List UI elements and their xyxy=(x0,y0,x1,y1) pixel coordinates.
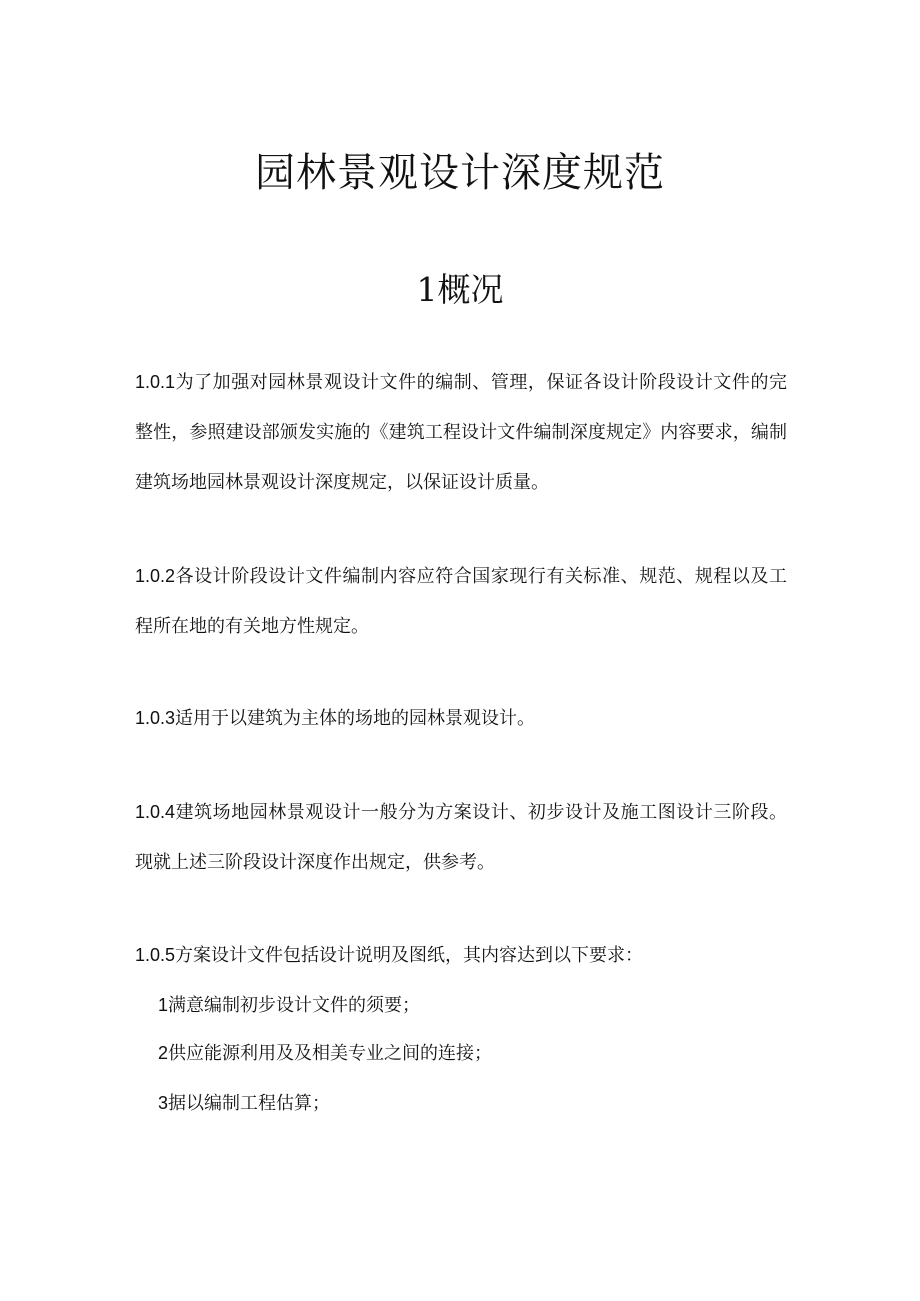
paragraph-text: 适用于以建筑为主体的场地的园林景观设计。 xyxy=(175,708,536,729)
paragraph-number: 1.0.3 xyxy=(135,708,176,728)
paragraph-text: 建筑场地园林景观设计一般分为方案设计、初步设计及施工图设计三阶段。现就上述三阶段设计深度作出规定，供参考。 xyxy=(135,802,787,873)
paragraph-number: 1.0.1 xyxy=(135,372,176,392)
paragraph-text: 方案设计文件包括设计说明及图纸，其内容达到以下要求： xyxy=(175,945,644,966)
list-item-3 xyxy=(158,1088,778,1119)
paragraph-1-0-5 xyxy=(135,930,787,981)
paragraph-number: 1.0.2 xyxy=(135,566,176,586)
list-item-text: 满意编制初步设计文件的须要； xyxy=(168,995,421,1016)
list-item-number: 3 xyxy=(158,1093,169,1113)
section-heading: 1概况 xyxy=(416,270,504,309)
paragraph-text: 各设计阶段设计文件编制内容应符合国家现行有关标准、规范、规程以及工程所在地的有关地方性规定。 xyxy=(135,566,787,637)
list-item-number: 1 xyxy=(158,995,169,1015)
list-item-text: 据以编制工程估算； xyxy=(168,1093,331,1114)
paragraph-1-0-3 xyxy=(135,693,787,744)
paragraph-number: 1.0.4 xyxy=(135,802,176,822)
list-item-2 xyxy=(158,1038,778,1069)
document-title: 园林景观设计深度规范 xyxy=(255,150,665,196)
paragraph-number: 1.0.5 xyxy=(135,945,176,965)
list-item-number: 2 xyxy=(158,1043,169,1063)
paragraph-text: 为了加强对园林景观设计文件的编制、管理，保证各设计阶段设计文件的完整性，参照建设部颁发实施的《建筑工程设计文件编制深度规定》内容要求，编制建筑场地园林景观设计深度规定，以保证设计质量。 xyxy=(135,372,787,493)
list-item-1 xyxy=(158,990,778,1021)
paragraph-1-0-2 xyxy=(135,551,787,652)
paragraph-1-0-4 xyxy=(135,787,787,888)
list-item-text: 供应能源利用及及相美专业之间的连接； xyxy=(168,1043,493,1064)
paragraph-1-0-1 xyxy=(135,357,787,508)
